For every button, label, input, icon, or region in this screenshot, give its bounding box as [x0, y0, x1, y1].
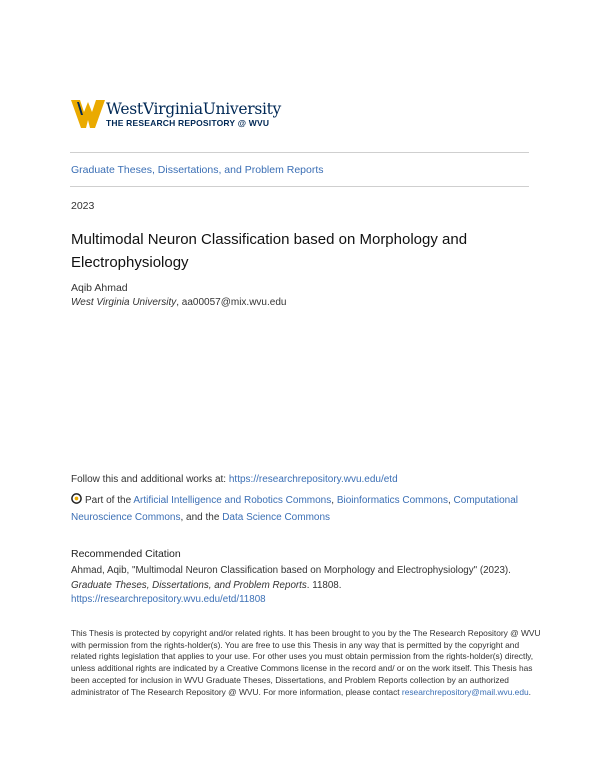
commons-link-bioinformatics[interactable]: Bioinformatics Commons — [336, 495, 448, 506]
rights-end: . — [528, 686, 531, 697]
citation-text: Ahmad, Aqib, "Multimodal Neuron Classification based on Morphology and Electrophysiology" (2023). — [71, 565, 511, 576]
follow-link[interactable]: https://researchrepository.wvu.edu/etd — [228, 474, 398, 485]
flying-wv-icon — [71, 98, 105, 130]
divider-bottom — [70, 186, 529, 187]
rights-statement — [71, 628, 541, 698]
contact-email-link[interactable]: researchrepository@mail.wvu.edu — [401, 686, 529, 697]
logo-subtitle: THE RESEARCH REPOSITORY @ WVU — [106, 118, 270, 128]
divider-top — [70, 152, 529, 153]
citation-number: . 11808. — [306, 579, 342, 591]
recommended-citation-heading: Recommended Citation — [71, 548, 181, 560]
series-link[interactable]: Graduate Theses, Dissertations, and Problem Reports — [71, 164, 324, 176]
thesis-title: Multimodal Neuron Classification based on Morphology and Electrophysiology — [71, 231, 468, 271]
citation-block — [71, 564, 541, 608]
part-of-prefix: Part of the — [85, 495, 134, 506]
wvu-logo[interactable] — [71, 98, 291, 134]
publication-year: 2023 — [71, 200, 95, 212]
follow-text: Follow this and additional works at: — [71, 474, 229, 485]
author-email: aa00057@mix.wvu.edu — [181, 297, 287, 308]
citation-series: Graduate Theses, Dissertations, and Problem Reports — [71, 579, 307, 591]
commons-link-computational-neuroscience[interactable]: Computational Neuroscience Commons — [71, 495, 519, 523]
author-name: Aqib Ahmad — [71, 282, 128, 294]
affiliation-separator: , — [176, 297, 182, 308]
commons-link-data-science[interactable]: Data Science Commons — [222, 512, 331, 523]
commons-link-ai-robotics[interactable]: Artificial Intelligence and Robotics Commons — [133, 495, 332, 506]
follow-line — [71, 474, 398, 485]
citation-link[interactable]: https://researchrepository.wvu.edu/etd/11808 — [71, 594, 266, 605]
rights-text: This Thesis is protected by copyright and/or related rights. It has been brought to you by the The Research Repository @ WVU with permission from the rights-holder(s). You are free to use this Thesis in any way that is permitted by the copyright and related rights legislation that applies to your use. For other uses you must obtain permission from the rights-holder(s) directly, unless additional rights are indicated by a Creative Commons license in the record and/ or on the work itself. This Thesis has been accepted for inclusion in WVU Graduate Theses, Dissertations, and Problem Reports collection by an authorized administrator of The Research Repository @ WVU. For more information, please contact — [71, 628, 541, 697]
part-of-line: Part of the Artificial Intelligence and Robotics Commons, Bioinformatics Commons, Computational Neuroscience Commons, and the Data Science Commons — [71, 495, 519, 523]
creative-commons-icon — [71, 493, 82, 504]
affiliation-name: West Virginia University — [71, 297, 177, 308]
logo-name: WestVirginiaUniversity — [106, 100, 282, 118]
author-affiliation — [71, 297, 286, 308]
